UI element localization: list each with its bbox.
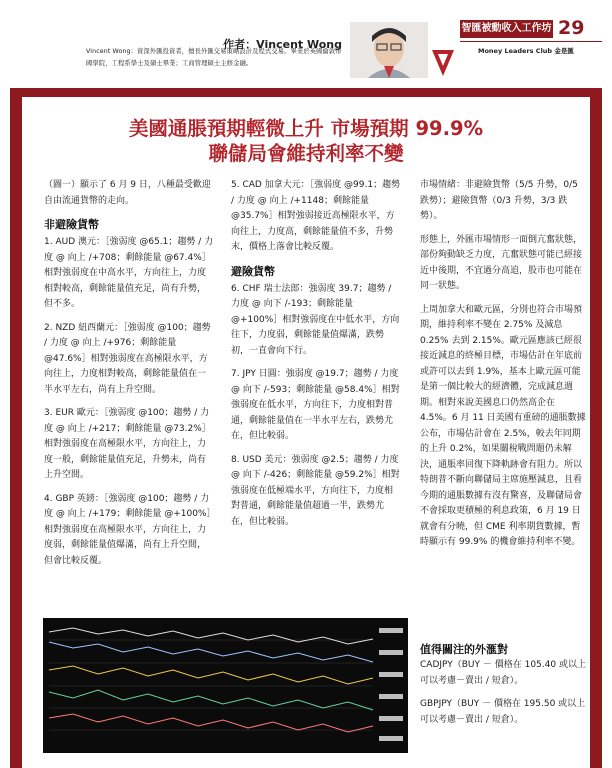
- body-paragraph: 市場情緒：非避險貨幣（5/5 升勢，0/5 跌勢）；避險貨幣（0/3 升勢，3/3 跌勢）。: [420, 180, 578, 221]
- author-bio: Vincent Wong：資深外匯投資者，擅長外匯交易策略設計及程式交易。畢業於英國倫敦帝國學院，工程系學士及碩士畢業；工商管理碩士主修金融。: [86, 48, 342, 67]
- currency-item: 6. CHF 瑞士法郎：強弱度 39.7；趨勢 / 力度 @ 向下 /-193；剩餘能量 @+100%］相對強弱度在中低水平，方向往下，力度弱，剩餘能量值爆滿，跌勢初，一直會向下行。: [231, 283, 400, 356]
- currency-item: 8. USD 美元：強弱度 @2.5；趨勢 / 力度 @ 向下 /-426；剩餘能量 @59.2%］相對強弱度在低極端水平，方向往下，力度相對普通，剩餘能量值超過一半，跌勢尤在，但比較弱。: [231, 454, 400, 527]
- club-label: Money Leaders Club 金是匯: [478, 47, 574, 55]
- column-1: [44, 178, 214, 577]
- title-line-2: 聯儲局會維持利率不變: [208, 142, 404, 165]
- column-tag: 智匯被動收入工作坊: [460, 20, 553, 38]
- fx-pairs-heading: 值得關注的外滙對: [420, 643, 508, 656]
- author-photo: [350, 22, 428, 78]
- column-3: [420, 178, 588, 559]
- fx-pairs-list: [420, 658, 588, 736]
- fx-pair-item: GBPJPY（BUY － 價格在 195.50 或以上可以考慮－賣出 / 短倉）。: [420, 699, 586, 725]
- currency-item: 2. NZD 紐西蘭元：［強弱度 @100；趨勢 / 力度 @ 向上 /+976；剩餘能量 @47.6%］相對強弱度在高極限水平，方向往上，力度相對較高，剩餘能量值在一半水平左右，尚有上升空間。: [44, 322, 211, 395]
- safe-heading: 避險貨幣: [231, 264, 275, 278]
- currency-item: 3. EUR 歐元：［強弱度 @100；趨勢 / 力度 @ 向上 /+217；剩餘能量 @73.2%］相對強弱度在高極限水平，方向往上，力度一般，剩餘能量值充足，升勢未，尚有上升空間。: [44, 408, 211, 480]
- brand-logo: [432, 48, 454, 78]
- intro-paragraph: （圖一）顯示了 6 月 9 日，八種最受歡迎自由流通貨幣的走向。: [44, 180, 211, 206]
- body-paragraph: 上周加拿大和歐元區，分別也符合市場預期，維持利率不變在 2.75% 及減息 0.25% 去到 2.15%。歐元區應該已經很接近減息的終極目標，市場估計在年底前或許可以去到 1.9%，基本上歐元區可能是第一個比較大的經濟體，完成減息週期。相對來說美國息口仍然高企在 4.5%。6 月 11 日美國有重磅的通脹數據公布，市場估計會在 2.5%，較去年同期的上升 0.2%，如果關稅戰問題仍未解決，通脹率回復下降軌跡會有阻力。所以特朗普不斷向聯儲局主席施壓減息，且看今期的通脹數據有沒有驚喜，及聯儲局會不會採取更積極的利息政策，6 月 19 日就會有分曉，但 CME 利率期貨數據，暫時顯示有 99.9% 的機會維持利率不變。: [420, 304, 586, 547]
- author-name: 作者：Vincent Wong: [223, 38, 342, 51]
- currency-strength-chart-image: [43, 618, 408, 753]
- article-title: [22, 116, 590, 166]
- body-paragraph: 形態上，外匯市場情形一面倒亢奮狀態，部份夠動缺乏力度，亢奮狀態可能已經接近中後期，不宜過分高追，股市也可能在同一狀態。: [420, 234, 583, 291]
- column-2: [231, 178, 401, 538]
- title-line-1: 美國通脹預期輕微上升 市場預期 99.9%: [128, 117, 484, 140]
- page-number: 29: [558, 17, 585, 39]
- header-rule: [460, 41, 602, 42]
- currency-item: 5. CAD 加拿大元：［強弱度 @99.1；趨勢 / 力度 @ 向上 /+1148；剩餘能量 @35.7%］相對強弱接近高極限水平，方向往上，力度高，剩餘能量值不多，升勢末，價格上落會比較反覆。: [231, 180, 401, 252]
- chart-graphic: [43, 618, 408, 753]
- non-safe-heading: 非避險貨幣: [44, 218, 99, 231]
- currency-item: 1. AUD 澳元：［強弱度 @65.1；趨勢 / 力度 @ 向上 /+708；剩餘能量 @67.4%］相對強弱度在中高水平，方向往上，力度相對較高，剩餘能量值充足，尚有升勢，但不多。: [44, 237, 214, 309]
- fx-pair-item: CADJPY（BUY － 價格在 105.40 或以上可以考慮－賣出 / 短倉）。: [420, 660, 586, 686]
- currency-item: 7. JPY 日圓：強弱度 @19.7；趨勢 / 力度 @ 向下 /-593；剩餘能量 @58.4%］相對強弱度在低水平，方向往下，力度相對普通，剩餘能量值在一半水平左右，跌勢尤在，但比較弱。: [231, 369, 400, 441]
- currency-item: 4. GBP 英鎊：［強弱度 @100；趨勢 / 力度 @ 向上 /+179；剩餘能量 @+100%］相對強弱度在高極限水平，方向往上，力度弱，剩餘能量值爆滿，尚有上升空間，但會比較反覆。: [44, 493, 211, 566]
